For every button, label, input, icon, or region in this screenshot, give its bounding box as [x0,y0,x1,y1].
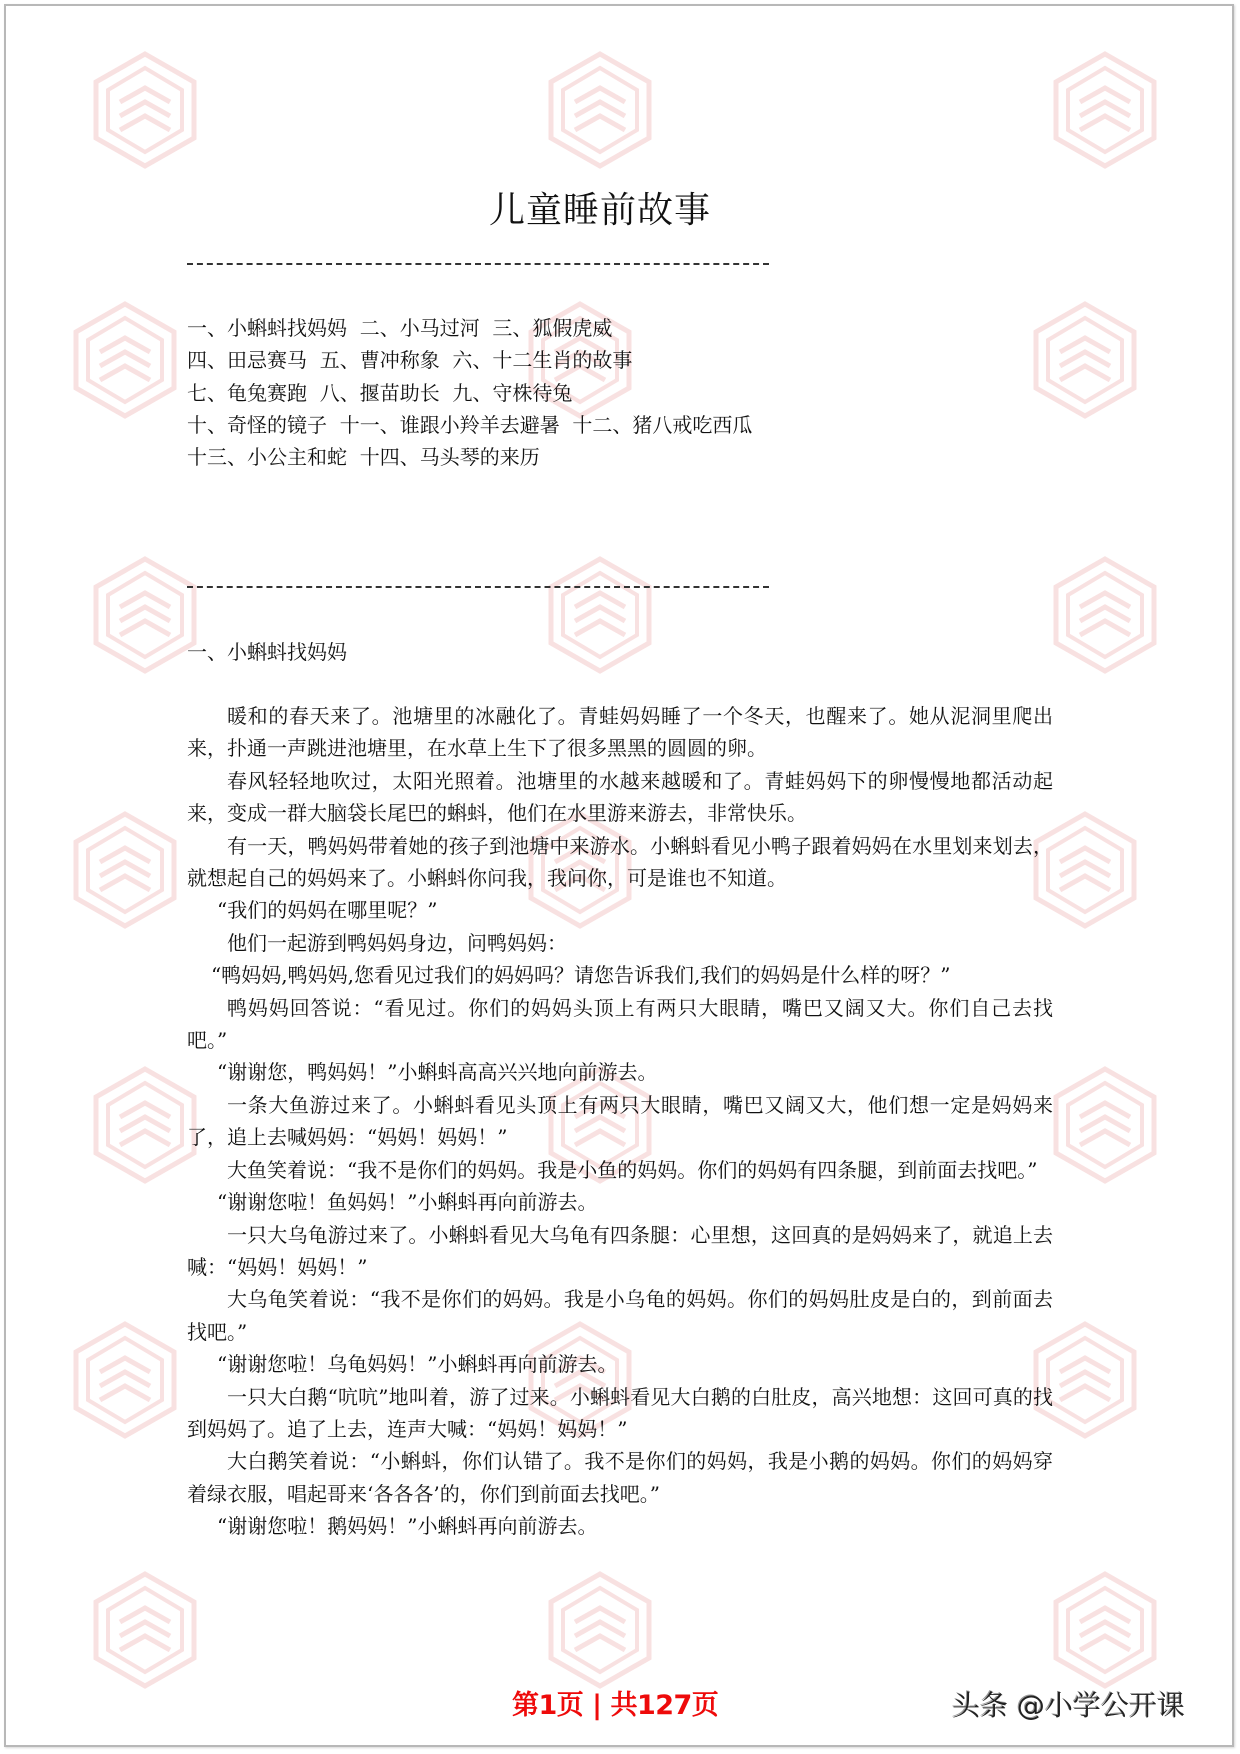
hexagon-logo-icon [545,50,655,170]
paragraph: 大乌龟笑着说：“我不是你们的妈妈。我是小乌龟的妈妈。你们的妈妈肚皮是白的，到前面去找吧。” [187,1287,1053,1344]
paragraph: “我们的妈妈在哪里呢？” [217,898,438,923]
paragraph: 大鱼笑着说：“我不是你们的妈妈。我是小鱼的妈妈。你们的妈妈有四条腿，到前面去找吧。” [227,1157,1038,1182]
paragraph: “谢谢您啦！鱼妈妈！”小蝌蚪再向前游去。 [217,1190,598,1215]
toc-line[interactable]: 七、龟兔赛跑 八、揠苗助长 九、守株待兔 [187,380,573,405]
toc-line[interactable]: 十三、小公主和蛇 十四、马头琴的来历 [187,445,540,470]
paragraph: 大白鹅笑着说：“小蝌蚪，你们认错了。我不是你们的妈妈，我是小鹅的妈妈。你们的妈妈穿着绿衣服，唱起哥来‘各各各’的，你们到前面去找吧。” [187,1449,1053,1506]
toc-line[interactable]: 十、奇怪的镜子 十一、谁跟小羚羊去避暑 十二、猪八戒吃西瓜 [187,412,753,437]
paragraph: 他们一起游到鸭妈妈身边，问鸭妈妈： [227,930,567,955]
paragraph: 暖和的春天来了。池塘里的冰融化了。青蛙妈妈睡了一个冬天，也醒来了。她从泥洞里爬出来，扑通一声跳进池塘里，在水草上生下了很多黑黑的圆圆的卵。 [187,704,1053,761]
paragraph: 鸭妈妈回答说：“看见过。你们的妈妈头顶上有两只大眼睛，嘴巴又阔又大。你们自己去找吧。” [187,995,1053,1053]
story-body [187,700,1053,1543]
hexagon-logo-icon [90,1570,200,1690]
document-title: 儿童睡前故事 [488,190,711,232]
table-of-contents [187,312,752,473]
hexagon-logo-icon [90,555,200,675]
hexagon-logo-icon [70,300,180,420]
paragraph: “鸭妈妈,鸭妈妈,您看见过我们的妈妈吗？请您告诉我们,我们的妈妈是什么样的呀？” [211,963,951,988]
hexagon-logo-icon [1050,555,1160,675]
paragraph: 一只大乌龟游过来了。小蝌蚪看见大乌龟有四条腿：心里想，这回真的是妈妈来了，就追上去喊：“妈妈！妈妈！” [187,1222,1053,1279]
hexagon-logo-icon [1050,1065,1160,1185]
hexagon-logo-icon [545,1570,655,1690]
hexagon-logo-icon [1050,50,1160,170]
paragraph: 春风轻轻地吹过，太阳光照着。池塘里的水越来越暖和了。青蛙妈妈下的卵慢慢地都活动起来，变成一群大脑袋长尾巴的蝌蚪，他们在水里游来游去，非常快乐。 [187,768,1053,826]
paragraph: “谢谢您啦！乌龟妈妈！”小蝌蚪再向前游去。 [217,1352,618,1377]
separator-line [187,586,769,588]
paragraph: 一条大鱼游过来了。小蝌蚪看见头顶上有两只大眼睛，嘴巴又阔又大，他们想一定是妈妈来了，追上去喊妈妈：“妈妈！妈妈！” [187,1092,1053,1150]
hexagon-logo-icon [70,810,180,930]
page-indicator: 第1页 | 共127页 [512,1690,719,1721]
hexagon-logo-icon [1050,1570,1160,1690]
hexagon-logo-icon [545,555,655,675]
toc-line[interactable]: 四、田忌赛马 五、曹冲称象 六、十二生肖的故事 [187,348,633,373]
paragraph: 一只大白鹅“吭吭”地叫着，游了过来。小蝌蚪看见大白鹅的白肚皮，高兴地想：这回可真的找到妈妈了。追了上去，连声大喊：“妈妈！妈妈！” [187,1384,1053,1441]
paragraph: “谢谢您啦！鹅妈妈！”小蝌蚪再向前游去。 [217,1514,598,1539]
section-heading: 一、小蝌蚪找妈妈 [187,640,347,664]
hexagon-logo-icon [1030,300,1140,420]
hexagon-logo-icon [90,50,200,170]
separator-line [187,263,769,265]
toc-line[interactable]: 一、小蝌蚪找妈妈 二、小马过河 三、狐假虎威 [187,316,613,340]
source-watermark-label: 头条 @小学公开课 [952,1689,1185,1722]
hexagon-logo-icon [90,1065,200,1185]
hexagon-logo-icon [70,1320,180,1440]
paragraph: 有一天，鸭妈妈带着她的孩子到池塘中来游水。小蝌蚪看见小鸭子跟着妈妈在水里划来划去，就想起自己的妈妈来了。小蝌蚪你问我，我问你，可是谁也不知道。 [187,833,1053,891]
paragraph: “谢谢您，鸭妈妈！”小蝌蚪高高兴兴地向前游去。 [217,1060,658,1085]
